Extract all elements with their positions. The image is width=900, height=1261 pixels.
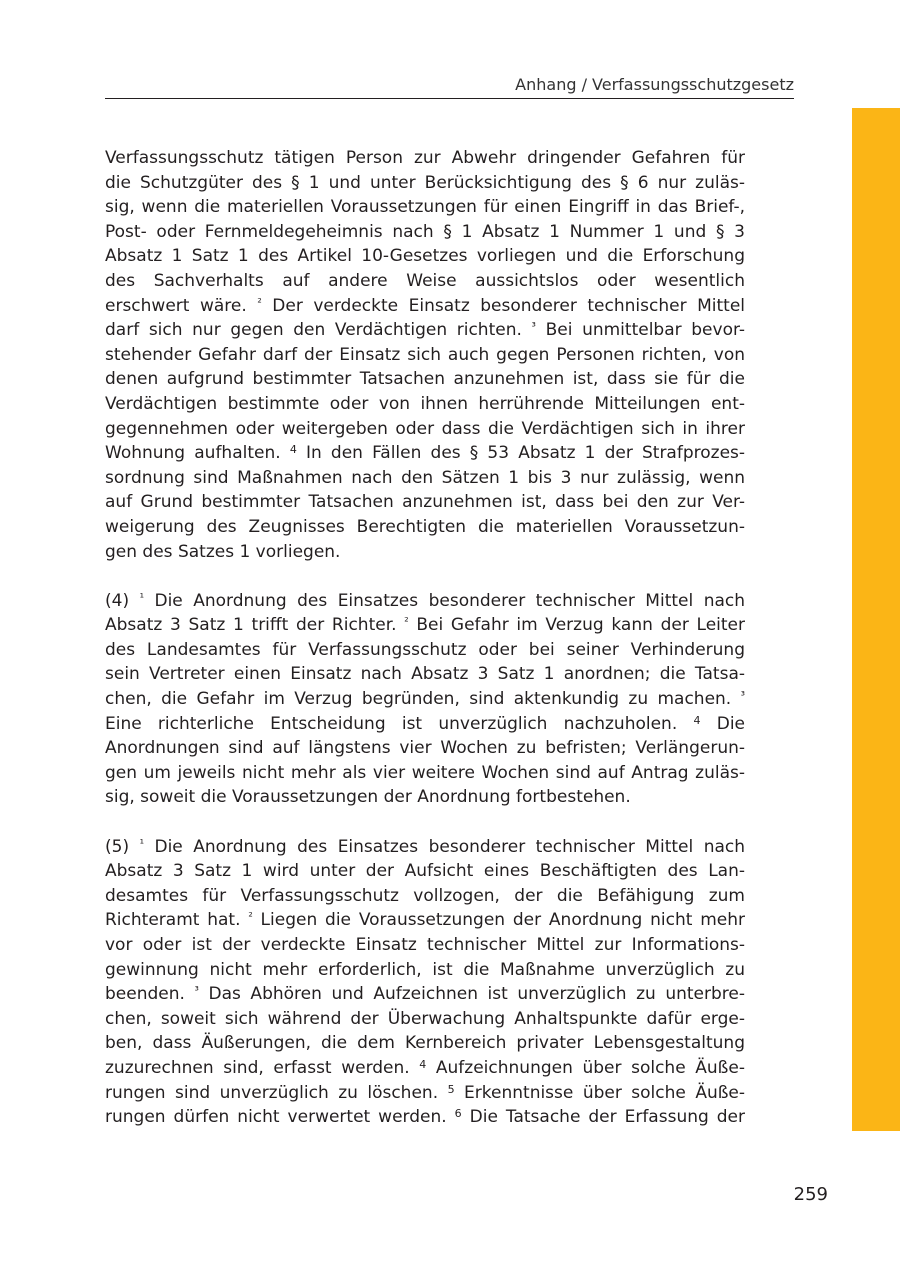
sentence-number: 4 <box>419 1057 427 1071</box>
text-line: chen, soweit sich während der Überwachung Anhaltspunkte dafür erge- <box>105 1008 745 1029</box>
sentence-text: Die <box>716 713 746 734</box>
sentence-number: 4 <box>289 443 297 457</box>
sentence-text: In den Fällen des § 53 Absatz 1 der Strafprozes- <box>305 443 746 464</box>
text-line: Anordnungen sind auf längstens vier Wochen zu befristen; Verlängerun- <box>105 738 745 759</box>
sentence-number: 4 <box>693 713 701 727</box>
sentence-number: ¹ <box>139 590 144 604</box>
sentence-number: 5 <box>447 1082 455 1096</box>
sentence-text: Absatz 3 Satz 1 trifft der Richter. <box>105 615 397 636</box>
text-line: gen um jeweils nicht mehr als vier weitere Wochen sind auf Antrag zuläs- <box>105 762 745 783</box>
text-line <box>105 835 745 860</box>
text-line: Post- oder Fernmeldegeheimnis nach § 1 Absatz 1 Nummer 1 und § 3 <box>105 221 745 242</box>
sentence-number: ² <box>404 615 409 629</box>
text-line: des Landesamtes für Verfassungsschutz oder bei seiner Verhinderung <box>105 639 745 660</box>
text-line <box>105 441 745 466</box>
text-line: stehender Gefahr darf der Einsatz sich auch gegen Personen richten, von <box>105 344 745 365</box>
text-line: Absatz 1 Satz 1 des Artikel 10-Gesetzes vorliegen und die Erforschung <box>105 246 745 267</box>
text-line <box>105 1056 745 1081</box>
sentence-text: Die Anordnung des Einsatzes besonderer technischer Mittel nach <box>154 590 746 611</box>
text-line <box>105 294 745 319</box>
text-line: gegennehmen oder weitergeben oder dass die Verdächtigen sich in ihrer <box>105 418 745 439</box>
text-line: gewinnung nicht mehr erforderlich, ist die Maßnahme unverzüglich zu <box>105 959 745 980</box>
text-line: weigerung des Zeugnisses Berechtigten die materiellen Voraussetzun- <box>105 516 745 537</box>
text-line: des Sachverhalts auf andere Weise aussichtslos oder wesentlich <box>105 270 745 291</box>
sentence-number: 6 <box>454 1107 462 1121</box>
sentence-text: erschwert wäre. <box>105 295 247 316</box>
text-line: sein Vertreter einen Einsatz nach Absatz 3 Satz 1 anordnen; die Tatsa- <box>105 664 745 685</box>
sentence-text: darf sich nur gegen den Verdächtigen richten. <box>105 320 522 341</box>
text-line <box>105 1105 745 1130</box>
sentence-text: Erkenntnisse über solche Äuße- <box>464 1082 746 1103</box>
sentence-number: ² <box>257 295 262 309</box>
paragraph-gap <box>105 564 745 589</box>
sentence-text: beenden. <box>105 984 185 1005</box>
sentence-text: Aufzeichnungen über solche Äuße- <box>435 1057 745 1078</box>
sentence-number: ¹ <box>139 836 144 850</box>
sentence-number: ³ <box>194 984 199 998</box>
text-line: ben, dass Äußerungen, die dem Kernbereich privater Lebensgestaltung <box>105 1033 745 1054</box>
sentence-text: Richteramt hat. <box>105 910 241 931</box>
text-line: die Schutzgüter des § 1 und unter Berücksichtigung des § 6 nur zuläs- <box>105 172 745 193</box>
paragraph-gap <box>105 810 745 835</box>
sentence-number: ² <box>248 910 253 924</box>
sentence-text: Bei Gefahr im Verzug kann der Leiter <box>416 615 745 636</box>
paragraph-number: (5) <box>105 836 130 857</box>
sentence-number: ³ <box>740 689 745 703</box>
text-line <box>105 318 745 343</box>
running-head: Anhang / Verfassungsschutzgesetz <box>515 75 794 94</box>
paragraph-number: (4) <box>105 590 130 611</box>
sentence-text: chen, die Gefahr im Verzug begründen, sind aktenkundig zu machen. <box>105 689 732 710</box>
header-rule <box>105 98 794 99</box>
text-line: auf Grund bestimmter Tatsachen anzunehmen ist, dass bei den zur Ver- <box>105 492 745 513</box>
chapter-thumb-tab <box>852 108 900 1131</box>
sentence-text: Der verdeckte Einsatz besonderer technischer Mittel <box>272 295 745 316</box>
sentence-text: Eine richterliche Entscheidung ist unverzüglich nachzuholen. <box>105 713 678 734</box>
sentence-text: rungen dürfen nicht verwertet werden. <box>105 1107 447 1128</box>
text-line <box>105 1081 745 1106</box>
text-line: vor oder ist der verdeckte Einsatz technischer Mittel zur Informations- <box>105 935 745 955</box>
sentence-text: Liegen die Voraussetzungen der Anordnung nicht mehr <box>260 910 746 931</box>
text-line <box>105 687 745 712</box>
text-line: sordnung sind Maßnahmen nach den Sätzen 1 bis 3 nur zulässig, wenn <box>105 467 745 488</box>
text-line <box>105 712 745 737</box>
text-line: Absatz 3 Satz 1 wird unter der Aufsicht eines Beschäftigten des Lan- <box>105 861 745 882</box>
text-line: Verdächtigen bestimmte oder von ihnen herrührende Mitteilungen ent- <box>105 393 745 414</box>
sentence-text: zuzurechnen sind, erfasst werden. <box>105 1057 410 1078</box>
text-line <box>105 982 745 1007</box>
sentence-number: ³ <box>531 320 536 334</box>
text-line: desamtes für Verfassungsschutz vollzogen, der die Befähigung zum <box>105 885 745 906</box>
text-line: sig, soweit die Voraussetzungen der Anordnung fortbestehen. <box>105 787 631 808</box>
text-line <box>105 908 745 933</box>
text-line <box>105 613 745 638</box>
sentence-text: Wohnung aufhalten. <box>105 443 281 464</box>
text-line: denen aufgrund bestimmter Tatsachen anzunehmen ist, dass sie für die <box>105 369 745 390</box>
text-line: Verfassungsschutz tätigen Person zur Abwehr dringender Gefahren für <box>105 148 745 168</box>
sentence-text: Die Anordnung des Einsatzes besonderer technischer Mittel nach <box>154 836 746 857</box>
text-line <box>105 589 745 614</box>
sentence-text: rungen sind unverzüglich zu löschen. <box>105 1082 439 1103</box>
text-line: gen des Satzes 1 vorliegen. <box>105 541 341 562</box>
sentence-text: Bei unmittelbar bevor- <box>545 320 746 341</box>
body-text <box>105 146 745 1130</box>
page-number: 259 <box>793 1184 828 1205</box>
sentence-text: Das Abhören und Aufzeichnen ist unverzüglich zu unterbre- <box>208 984 745 1005</box>
text-line: sig, wenn die materiellen Voraussetzungen für einen Eingriff in das Brief-, <box>105 197 745 218</box>
sentence-text: Die Tatsache der Erfassung der <box>469 1107 746 1128</box>
